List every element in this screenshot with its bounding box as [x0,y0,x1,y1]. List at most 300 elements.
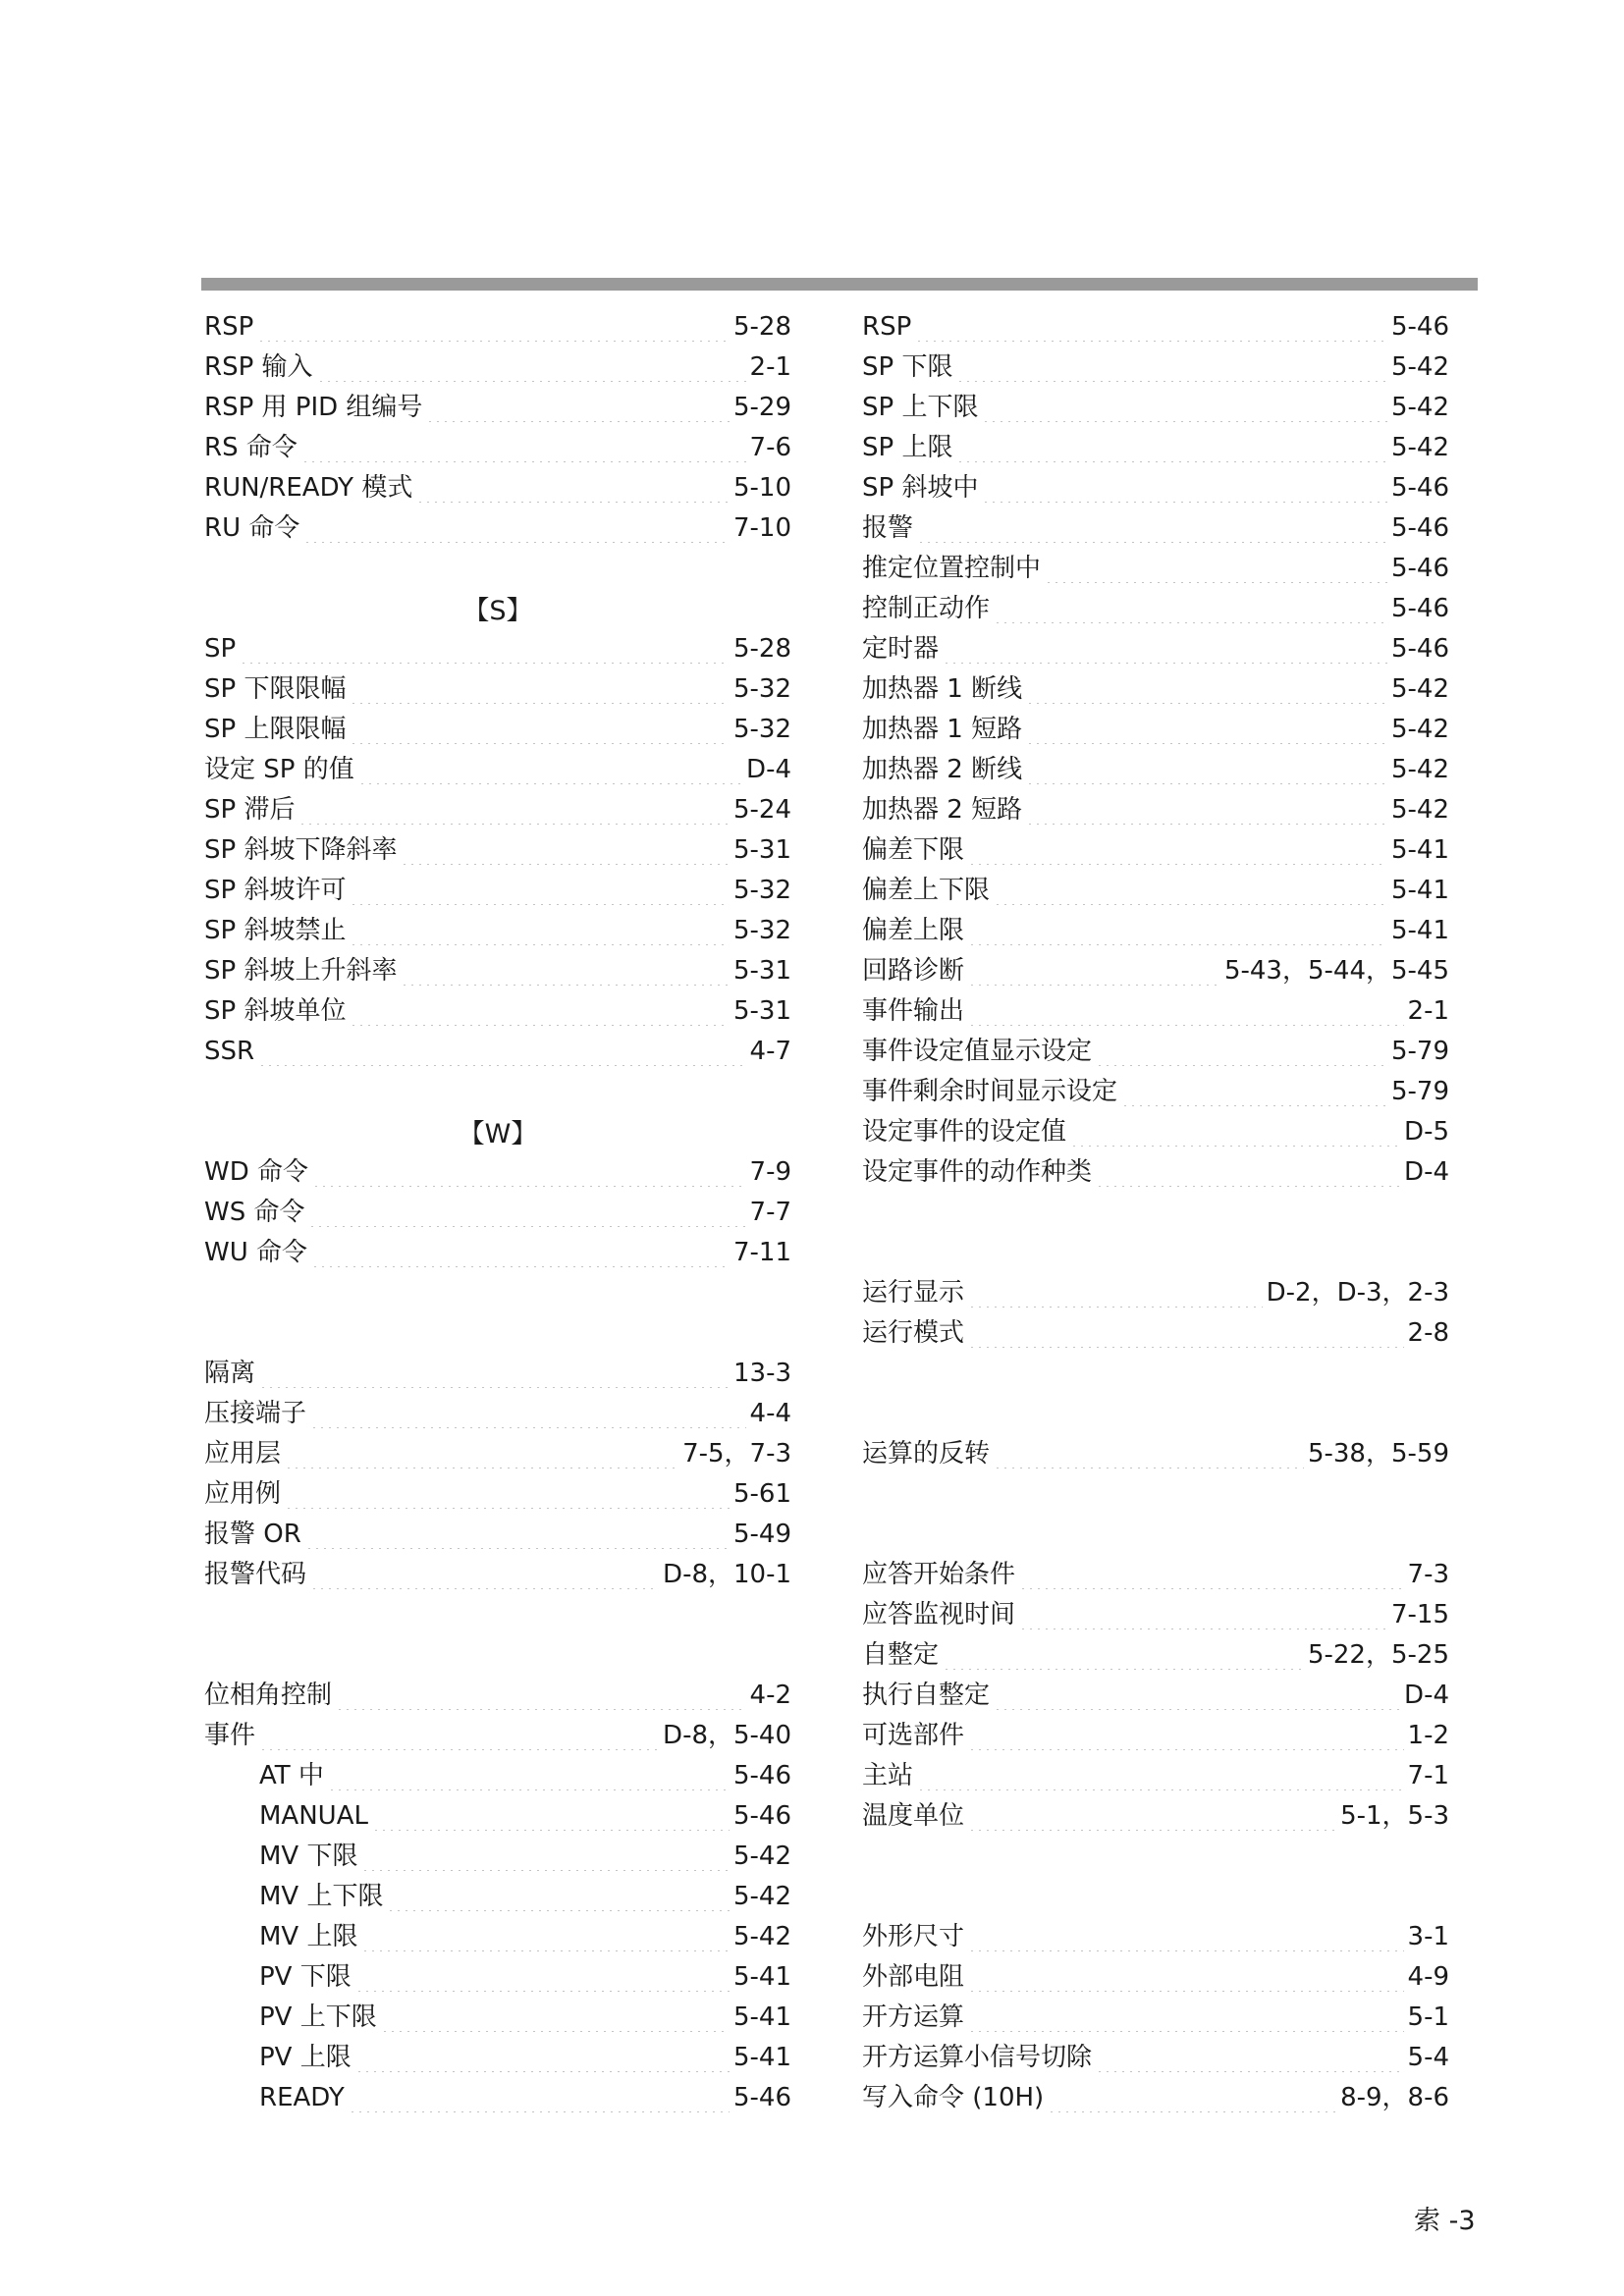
page-reference: 5-49 [732,1519,791,1549]
dot-leader [917,513,1387,543]
index-entry [204,628,791,668]
dot-leader [968,916,1387,945]
index-entry [862,1031,1449,1071]
index-term: SP 下限 [862,351,953,382]
dot-leader [310,1399,746,1428]
page-reference: 4-9 [1407,1961,1449,1992]
dot-leader [305,1520,730,1549]
index-term: 加热器 2 断线 [862,754,1023,784]
dot-leader [956,352,1387,382]
dot-leader [349,2083,730,2112]
dot-leader [1048,2083,1336,2112]
index-term: 控制正动作 [862,593,991,623]
dot-leader [968,956,1220,986]
index-entry [204,749,791,789]
page-number: 索 -3 [1414,2206,1476,2236]
page-reference: 5-46 [1390,512,1449,543]
index-entry [862,347,1449,387]
index-term: 应用例 [204,1478,282,1509]
page-reference: 4-7 [749,1036,791,1066]
dot-leader [257,312,730,342]
index-term: 设定 SP 的值 [204,754,354,784]
index-entry [862,1634,1449,1675]
page-reference: 5-46 [1390,633,1449,664]
index-term: 自整定 [862,1639,940,1670]
page-reference: 3-1 [1407,1921,1449,1951]
page-reference: 5-32 [732,714,791,744]
dot-leader [1026,795,1387,825]
index-term: READY [259,2082,345,2112]
index-entry [862,1755,1449,1795]
page-reference: 5-28 [732,633,791,664]
index-term: MANUAL [259,1800,368,1831]
index-term: 报警代码 [204,1559,307,1589]
index-term: 外部电阻 [862,1961,965,1992]
index-term: 开方运算 [862,2002,965,2032]
index-term: 偏差上下限 [862,875,991,905]
index-term: SP [204,633,237,664]
index-term: WD 命令 [204,1156,308,1187]
index-term: 主站 [862,1760,914,1790]
index-entry [862,668,1449,709]
page-reference: D-4 [746,754,791,784]
index-entry [204,1151,791,1192]
index-term: 温度单位 [862,1800,965,1831]
index-entry [862,870,1449,910]
dot-leader [968,1801,1336,1831]
index-term: RSP [862,311,912,342]
page-reference: 5-42 [1390,754,1449,784]
dot-leader [994,876,1387,905]
page-reference: D-4 [1404,1680,1449,1710]
index-term: RU 命令 [204,512,300,543]
dot-leader [381,2002,730,2032]
page-reference: 5-46 [732,2082,791,2112]
dot-leader [298,795,730,825]
dot-leader [285,1479,730,1509]
index-entry [862,1151,1449,1192]
index-entry [862,1715,1449,1755]
page-reference: 5-31 [732,834,791,865]
page-reference: 7-7 [749,1197,791,1227]
index-entry [204,1514,791,1554]
index-term: 偏差下限 [862,834,965,865]
index-subentry [259,1916,791,1956]
dot-leader [350,674,730,704]
page-reference: 5-79 [1390,1036,1449,1066]
dot-leader [301,433,746,462]
index-term: 事件 [204,1720,256,1750]
dot-leader [994,594,1387,623]
dot-leader [968,1922,1404,1951]
page-reference: 5-28 [732,311,791,342]
index-term: 设定事件的动作种类 [862,1156,1093,1187]
page-reference: 7-6 [749,432,791,462]
page-reference: 5-42 [1390,673,1449,704]
page-reference: 4-2 [749,1680,791,1710]
section-header: 【W】 [458,1119,538,1149]
dot-leader [968,835,1387,865]
index-term: 事件剩余时间显示设定 [862,1076,1118,1106]
index-entry [204,1393,791,1433]
index-entry [204,910,791,950]
dot-leader [350,715,730,744]
page-reference: 7-10 [732,512,791,543]
page-reference: 5-24 [732,794,791,825]
index-entry [862,1795,1449,1836]
index-term: 事件输出 [862,995,965,1026]
page-reference: 5-31 [732,995,791,1026]
page-reference: 5-31 [732,955,791,986]
index-entry [862,1675,1449,1715]
page-reference: 5-46 [732,1760,791,1790]
index-term: 开方运算小信号切除 [862,2042,1093,2072]
page-reference: 5-46 [732,1800,791,1831]
page-reference: 8-9，8-6 [1340,2082,1449,2112]
index-entry [204,1353,791,1393]
page-reference: 5-10 [732,472,791,503]
dot-leader [358,755,742,784]
dot-leader [968,1721,1404,1750]
page-reference: D-2，D-3，2-3 [1266,1277,1449,1308]
index-entry [204,507,791,548]
page-reference: 5-42 [732,1881,791,1911]
index-term: RSP [204,311,254,342]
index-entry [862,1554,1449,1594]
index-entry [862,548,1449,588]
dot-leader [1019,1600,1387,1629]
page-reference: 5-41 [1390,834,1449,865]
index-entry [204,1433,791,1473]
index-term: SSR [204,1036,255,1066]
index-term: 定时器 [862,633,940,664]
index-term: 可选部件 [862,1720,965,1750]
dot-leader [1026,715,1387,744]
page-reference: 5-61 [732,1478,791,1509]
index-term: 应用层 [204,1438,282,1468]
page-reference: 4-4 [749,1398,791,1428]
index-entry [204,306,791,347]
index-term: RS 命令 [204,432,298,462]
dot-leader [994,1439,1304,1468]
index-term: SP 上限限幅 [204,714,347,744]
index-term: 回路诊断 [862,955,965,986]
dot-leader [350,996,730,1026]
page-reference: 5-1 [1407,2002,1449,2032]
index-entry [862,427,1449,467]
dot-leader [956,433,1387,462]
index-entry [204,1031,791,1071]
dot-leader [968,996,1404,1026]
dot-leader [311,1238,730,1267]
index-entry [204,1232,791,1272]
dot-leader [259,1721,659,1750]
index-term: 加热器 1 断线 [862,673,1023,704]
index-entry [862,2077,1449,2117]
index-term: 应答开始条件 [862,1559,1016,1589]
page-reference: 5-46 [1390,553,1449,583]
page-reference: 5-46 [1390,472,1449,503]
index-term: SP 斜坡中 [862,472,979,503]
index-term: 报警 OR [204,1519,301,1549]
dot-leader [994,1681,1400,1710]
index-entry [204,1473,791,1514]
index-entry [204,467,791,507]
index-subentry [259,1956,791,1997]
page-reference: 7-9 [749,1156,791,1187]
index-term: 偏差上限 [862,915,965,945]
dot-leader [943,634,1387,664]
index-entry [862,467,1449,507]
index-term: 运行模式 [862,1317,965,1348]
dot-leader [285,1439,678,1468]
index-entry [204,1675,791,1715]
page-reference: 2-1 [749,351,791,382]
index-term: 加热器 2 短路 [862,794,1023,825]
index-term: AT 中 [259,1760,324,1790]
dot-leader [336,1681,746,1710]
index-entry [862,1111,1449,1151]
index-term: MV 上下限 [259,1881,384,1911]
index-entry [862,829,1449,870]
page-reference: 5-32 [732,673,791,704]
page-reference: 7-3 [1407,1559,1449,1589]
top-rule [201,278,1478,291]
dot-leader [968,2002,1404,2032]
page-reference: D-8，5-40 [663,1720,791,1750]
page-reference: 5-42 [1390,432,1449,462]
index-entry [862,1956,1449,1997]
index-term: SP 斜坡许可 [204,875,347,905]
index-subentry [259,2037,791,2077]
index-term: SP 斜坡上升斜率 [204,955,398,986]
dot-leader [1121,1077,1387,1106]
index-term: SP 上下限 [862,392,979,422]
dot-leader [968,1278,1263,1308]
index-entry [204,347,791,387]
page-reference: 5-4 [1407,2042,1449,2072]
page-reference: 5-42 [1390,392,1449,422]
index-term: 推定位置控制中 [862,553,1042,583]
index-entry [862,507,1449,548]
index-entry [862,1312,1449,1353]
dot-leader [258,1037,745,1066]
index-entry [862,306,1449,347]
dot-leader [1070,1117,1400,1147]
index-term: SP 斜坡禁止 [204,915,347,945]
index-term: PV 下限 [259,1961,352,1992]
page-reference: 1-2 [1407,1720,1449,1750]
index-entry [862,709,1449,749]
index-subentry [259,1876,791,1916]
index-term: 隔离 [204,1358,256,1388]
dot-leader [361,1922,730,1951]
index-entry [204,427,791,467]
dot-leader [317,352,746,382]
index-term: RUN/READY 模式 [204,472,413,503]
index-subentry [259,1755,791,1795]
index-entry [204,387,791,427]
dot-leader [361,1842,730,1871]
dot-leader [303,513,730,543]
index-entry [862,387,1449,427]
index-entry [204,1192,791,1232]
dot-leader [312,1157,746,1187]
index-entry [204,1715,791,1755]
index-entry [204,789,791,829]
index-term: SP 斜坡下降斜率 [204,834,398,865]
dot-leader [355,1962,730,1992]
page-reference: D-5 [1404,1116,1449,1147]
dot-leader [1096,1037,1387,1066]
page-reference: 5-42 [732,1841,791,1871]
dot-leader [917,1761,1404,1790]
page-reference: 2-1 [1407,995,1449,1026]
index-term: RSP 用 PID 组编号 [204,392,423,422]
page-reference: 7-11 [732,1237,791,1267]
dot-leader [310,1560,659,1589]
page-reference: 5-46 [1390,311,1449,342]
index-subentry [259,2077,791,2117]
index-entry [862,789,1449,829]
page-reference: 5-38，5-59 [1307,1438,1449,1468]
index-term: RSP 输入 [204,351,313,382]
index-term: SP 上限 [862,432,953,462]
index-entry [204,829,791,870]
dot-leader [1096,2043,1404,2072]
page-reference: 5-41 [1390,875,1449,905]
index-term: MV 下限 [259,1841,358,1871]
index-entry [862,628,1449,668]
index-entry [862,1071,1449,1111]
dot-leader [259,1359,730,1388]
dot-leader [355,2043,730,2072]
index-term: 应答监视时间 [862,1599,1016,1629]
index-entry [862,2037,1449,2077]
page-reference: 2-8 [1407,1317,1449,1348]
page-reference: 5-29 [732,392,791,422]
dot-leader [308,1198,745,1227]
page-reference: 7-1 [1407,1760,1449,1790]
page-reference: 5-41 [732,1961,791,1992]
index-term: 设定事件的设定值 [862,1116,1067,1147]
page-reference: 5-41 [732,2002,791,2032]
dot-leader [1096,1157,1400,1187]
index-term: MV 上限 [259,1921,358,1951]
index-term: PV 上下限 [259,2002,377,2032]
page-reference: 7-15 [1390,1599,1449,1629]
dot-leader [401,956,730,986]
page-reference: 5-32 [732,915,791,945]
page-reference: 5-43，5-44，5-45 [1223,955,1449,986]
dot-leader [350,876,730,905]
index-entry [204,709,791,749]
index-entry [862,749,1449,789]
index-term: 报警 [862,512,914,543]
page-reference: 5-79 [1390,1076,1449,1106]
dot-leader [387,1882,730,1911]
dot-leader [968,1962,1404,1992]
index-term: PV 上限 [259,2042,352,2072]
index-entry [862,1594,1449,1634]
index-term: 执行自整定 [862,1680,991,1710]
index-term: 压接端子 [204,1398,307,1428]
index-term: SP 斜坡单位 [204,995,347,1026]
index-subentry [259,1836,791,1876]
dot-leader [1026,755,1387,784]
dot-leader [372,1801,730,1831]
index-term: SP 滞后 [204,794,296,825]
index-subentry [259,1997,791,2037]
page-reference: 5-1，5-3 [1340,1800,1449,1831]
dot-leader [968,1318,1404,1348]
index-term: WU 命令 [204,1237,308,1267]
dot-leader [328,1761,730,1790]
page-reference: D-4 [1404,1156,1449,1187]
page-reference: 5-41 [732,2042,791,2072]
index-term: 运行显示 [862,1277,965,1308]
index-entry [204,1554,791,1594]
page-reference: 5-42 [732,1921,791,1951]
dot-leader [1019,1560,1404,1589]
dot-leader [982,473,1387,503]
index-entry [204,870,791,910]
index-term: 运算的反转 [862,1438,991,1468]
page-reference: 5-41 [1390,915,1449,945]
page-reference: 13-3 [732,1358,791,1388]
page-reference: D-8，10-1 [663,1559,791,1589]
index-term: SP 下限限幅 [204,673,347,704]
index-entry [204,950,791,990]
index-term: 加热器 1 短路 [862,714,1023,744]
dot-leader [1026,674,1387,704]
index-entry [862,1272,1449,1312]
page-reference: 7-5，7-3 [682,1438,791,1468]
page-reference: 5-42 [1390,714,1449,744]
index-term: 外形尺寸 [862,1921,965,1951]
index-term: 写入命令 (10H) [862,2082,1045,2112]
dot-leader [915,312,1387,342]
index-entry [862,950,1449,990]
index-entry [204,990,791,1031]
index-entry [862,1997,1449,2037]
index-term: WS 命令 [204,1197,305,1227]
page-reference: 5-32 [732,875,791,905]
index-term: 事件设定值显示设定 [862,1036,1093,1066]
index-entry [862,1433,1449,1473]
dot-leader [426,393,730,422]
index-entry [862,910,1449,950]
dot-leader [350,916,730,945]
dot-leader [240,634,730,664]
index-entry [862,588,1449,628]
page-reference: 5-42 [1390,351,1449,382]
index-entry [204,668,791,709]
index-entry [862,990,1449,1031]
page-reference: 5-22，5-25 [1307,1639,1449,1670]
dot-leader [416,473,730,503]
page-reference: 5-42 [1390,794,1449,825]
index-term: 位相角控制 [204,1680,333,1710]
index-entry [862,1916,1449,1956]
dot-leader [1045,554,1387,583]
dot-leader [982,393,1387,422]
section-header: 【S】 [462,596,533,626]
dot-leader [401,835,730,865]
dot-leader [943,1640,1304,1670]
page-reference: 5-46 [1390,593,1449,623]
index-subentry [259,1795,791,1836]
